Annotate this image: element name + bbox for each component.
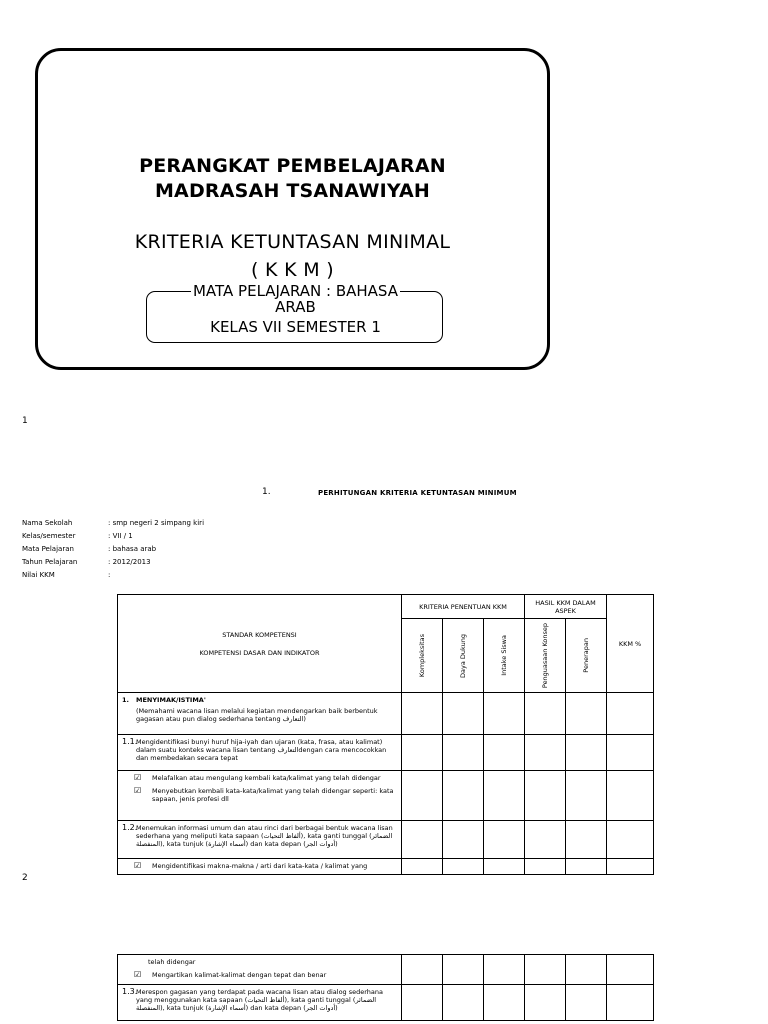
row-kd-cell bbox=[118, 821, 402, 859]
school-info bbox=[22, 517, 322, 582]
header-kompleksitas: Kompleksitas bbox=[418, 634, 426, 678]
table-row bbox=[118, 693, 654, 735]
score-cell bbox=[443, 693, 484, 735]
page-number-2: 2 bbox=[22, 873, 28, 883]
indicator-text: Mengidentifikasi makna-makna / arti dari kata-kata / kalimat yang bbox=[152, 862, 368, 871]
score-cell bbox=[525, 955, 566, 985]
indicator-text: Menyebutkan kembali kata-kata/kalimat yang telah didengar seperti: kata sapaan, jenis profesi dll bbox=[152, 787, 394, 804]
kkm-table-continued bbox=[117, 954, 654, 1021]
subject-text bbox=[138, 283, 453, 335]
header-penerapan-cell bbox=[566, 619, 607, 693]
score-cell bbox=[443, 821, 484, 859]
row-indicator-cell bbox=[118, 771, 402, 821]
score-cell bbox=[566, 693, 607, 735]
header-penerapan: Penerapan bbox=[582, 638, 590, 673]
checkbox-icon: ☑ bbox=[134, 861, 142, 871]
table-row bbox=[118, 735, 654, 771]
table-row bbox=[118, 821, 654, 859]
kkm-title-line2: ( K K M ) bbox=[251, 259, 334, 281]
row-standar-cell bbox=[118, 693, 402, 735]
row-text: Menemukan informasi umum dan atau rinci dari berbagai bentuk wacana lisan sederhana yang meliputi kata sapaan (ألفاظ التحيات), kata ganti tunggal (الضمائر المنفصلة), kata tunjuk (أسماء الإشارة) dan kata depan (أدوات الجر) bbox=[136, 824, 393, 849]
info-value: : bbox=[108, 571, 111, 579]
score-cell bbox=[443, 771, 484, 821]
info-row-school bbox=[22, 517, 322, 530]
row-description: (Memahami wacana lisan melalui kegiatan mendengarkan baik berbentuk gagasan atau pun dialog sederhana tentang التعارف) bbox=[136, 707, 378, 724]
row-indicator-cell bbox=[118, 955, 402, 985]
checkbox-icon: ☑ bbox=[134, 970, 142, 979]
score-cell bbox=[443, 985, 484, 1021]
score-cell bbox=[607, 955, 654, 985]
cover-box bbox=[35, 48, 550, 370]
score-cell bbox=[607, 693, 654, 735]
info-label: Kelas/semester bbox=[22, 532, 76, 540]
kkm-title-line1: KRITERIA KETUNTASAN MINIMAL bbox=[134, 231, 451, 253]
info-label: Nilai KKM bbox=[22, 571, 55, 579]
score-cell bbox=[402, 859, 443, 875]
table-row bbox=[118, 955, 654, 985]
row-text: Mengidentifikasi bunyi huruf hija-iyah dan ujaran (kata, frasa, atau kalimat) dalam suatu konteks wacana lisan tentang التعارفdengan cara mencocokkan dan membedakan secara tepat bbox=[136, 738, 387, 763]
score-cell bbox=[566, 859, 607, 875]
score-cell bbox=[484, 985, 525, 1021]
section-title: PERHITUNGAN KRITERIA KETUNTASAN MINIMUM bbox=[318, 489, 517, 497]
cover-title-line1: PERANGKAT PEMBELAJARAN bbox=[139, 155, 446, 177]
checkbox-icon: ☑ bbox=[134, 786, 142, 796]
header-daya-dukung: Daya Dukung bbox=[459, 633, 467, 678]
row-kd-cell bbox=[118, 985, 402, 1021]
row-title: MENYIMAK/ISTIMA' bbox=[136, 696, 206, 705]
header-standar: STANDAR KOMPETENSI bbox=[222, 630, 297, 639]
info-row-class bbox=[22, 530, 322, 543]
header-intake: Intake Siswa bbox=[500, 635, 508, 676]
score-cell bbox=[484, 955, 525, 985]
page-number-1: 1 bbox=[22, 416, 28, 426]
header-penguasaan-cell bbox=[525, 619, 566, 693]
score-cell bbox=[525, 735, 566, 771]
table-row bbox=[118, 985, 654, 1021]
row-number: 1.3. bbox=[122, 987, 138, 996]
score-cell bbox=[607, 859, 654, 875]
header-kriteria: KRITERIA PENENTUAN KKM bbox=[402, 595, 525, 619]
score-cell bbox=[566, 955, 607, 985]
row-number: 1.1. bbox=[122, 737, 138, 747]
header-standar-cell bbox=[118, 595, 402, 693]
info-row-year bbox=[22, 556, 322, 569]
score-cell bbox=[402, 771, 443, 821]
score-cell bbox=[525, 859, 566, 875]
score-cell bbox=[484, 821, 525, 859]
info-label: Nama Sekolah bbox=[22, 519, 73, 527]
row-number: 1.2. bbox=[122, 823, 138, 833]
info-row-kkm bbox=[22, 569, 322, 582]
header-penguasaan: Penguasaan Konsep bbox=[541, 623, 549, 689]
info-label: Mata Pelajaran bbox=[22, 545, 74, 553]
score-cell bbox=[402, 693, 443, 735]
subject-line1: MATA PELAJARAN : BAHASA bbox=[192, 282, 398, 300]
table-row bbox=[118, 771, 654, 821]
score-cell bbox=[402, 735, 443, 771]
score-cell bbox=[443, 735, 484, 771]
score-cell bbox=[402, 821, 443, 859]
info-row-subject bbox=[22, 543, 322, 556]
score-cell bbox=[525, 985, 566, 1021]
checkbox-icon: ☑ bbox=[134, 773, 142, 783]
score-cell bbox=[484, 859, 525, 875]
header-intake-cell bbox=[484, 619, 525, 693]
score-cell bbox=[607, 735, 654, 771]
score-cell bbox=[607, 985, 654, 1021]
indicator-text: Melafalkan atau mengulang kembali kata/kalimat yang telah didengar bbox=[152, 774, 381, 783]
header-hasil: HASIL KKM DALAM ASPEK bbox=[525, 595, 607, 619]
subject-line2: ARAB bbox=[275, 298, 316, 316]
header-kkm: KKM % bbox=[607, 595, 654, 693]
row-number: 1. bbox=[122, 696, 129, 705]
score-cell bbox=[402, 985, 443, 1021]
score-cell bbox=[607, 771, 654, 821]
score-cell bbox=[566, 985, 607, 1021]
kkm-table bbox=[117, 594, 654, 875]
score-cell bbox=[525, 771, 566, 821]
section-number: 1. bbox=[262, 487, 271, 497]
score-cell bbox=[402, 955, 443, 985]
table-row bbox=[118, 859, 654, 875]
score-cell bbox=[484, 735, 525, 771]
header-kompetensi: KOMPETENSI DASAR DAN INDIKATOR bbox=[199, 648, 320, 657]
indicator-text: Mengartikan kalimat-kalimat dengan tepat dan benar bbox=[152, 971, 327, 979]
row-text: Merespon gagasan yang terdapat pada wacana lisan atau dialog sederhana yang menggunakan kata sapaan (ألفاظ التحيات), kata ganti tunggal (الضمائر المنفصلة), kata tunjuk (أسماء الإشارة) dan kata depan (أدوات الجر) bbox=[136, 988, 384, 1012]
score-cell bbox=[525, 693, 566, 735]
header-kompleksitas-cell bbox=[402, 619, 443, 693]
score-cell bbox=[443, 859, 484, 875]
info-label: Tahun Pelajaran bbox=[22, 558, 78, 566]
info-value: : bahasa arab bbox=[108, 545, 157, 553]
row-kd-cell bbox=[118, 735, 402, 771]
subject-line3: KELAS VII SEMESTER 1 bbox=[210, 318, 381, 336]
info-value: : smp negeri 2 simpang kiri bbox=[108, 519, 205, 527]
score-cell bbox=[484, 771, 525, 821]
score-cell bbox=[566, 821, 607, 859]
indicator-continuation: telah didengar bbox=[148, 958, 196, 966]
score-cell bbox=[607, 821, 654, 859]
cover-title-line2: MADRASAH TSANAWIYAH bbox=[154, 180, 431, 202]
score-cell bbox=[484, 693, 525, 735]
info-value: : VII / 1 bbox=[108, 532, 133, 540]
header-daya-cell bbox=[443, 619, 484, 693]
score-cell bbox=[566, 771, 607, 821]
row-indicator-cell bbox=[118, 859, 402, 875]
score-cell bbox=[525, 821, 566, 859]
info-value: : 2012/2013 bbox=[108, 558, 151, 566]
score-cell bbox=[443, 955, 484, 985]
score-cell bbox=[566, 735, 607, 771]
